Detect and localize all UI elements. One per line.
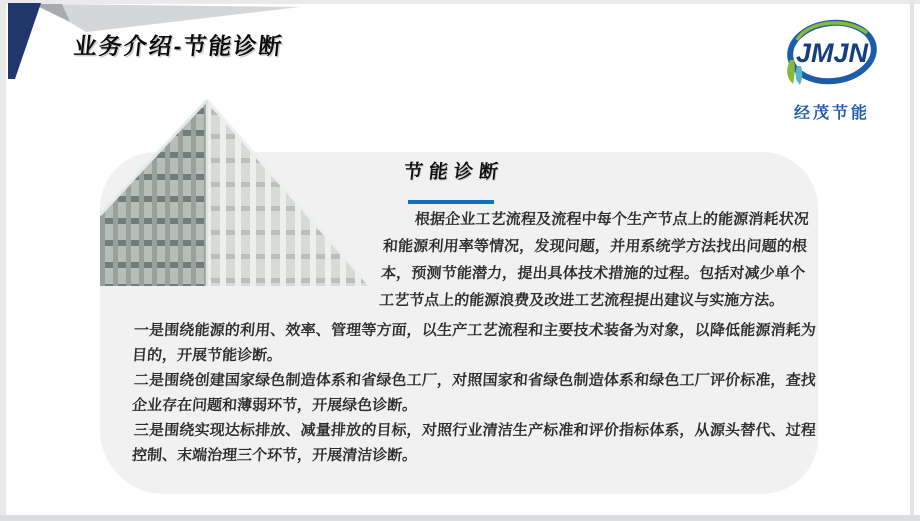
page-title: 业务介绍-节能诊断	[72, 33, 285, 59]
heading-underline	[408, 200, 494, 204]
bullet-energy-diagnosis: 一是围绕能源的利用、效率、管理等方面，以生产工艺流程和主要技术装备为对象，以降低能源消耗为目的，开展节能诊断。	[131, 322, 817, 364]
logo-leaf-green	[787, 60, 795, 84]
canvas-edge-right	[910, 0, 914, 521]
section-paragraph: 根据企业工艺流程及流程中每个生产节点上的能源消耗状况和能源利用率等情况，发现问题，并用系统学方法找出问题的根本，预测节能潜力，提出具体技术措施的过程。包括对减少单个工艺节点上的能源浪费及改进工艺流程提出建议与实施方法。	[378, 211, 810, 309]
logo-emblem-icon	[777, 12, 887, 94]
company-logo	[773, 12, 891, 123]
bullet-clean-diagnosis: 三是围绕实现达标排放、减量排放的目标，对照行业清洁生产标准和评价指标体系，从源头替代、过程控制、末端治理三个环节，开展清洁诊断。	[131, 422, 817, 464]
company-name: 经茂节能	[793, 105, 870, 122]
corner-wedge-navy	[8, 3, 41, 79]
logo-leaf-teal	[796, 66, 803, 85]
building-left-face	[100, 100, 207, 286]
bullet-list	[133, 318, 815, 468]
section-heading: 节能诊断	[402, 162, 505, 183]
building-photo	[100, 95, 376, 286]
canvas-edge-bottom	[0, 515, 920, 521]
bullet-green-diagnosis: 二是围绕创建国家绿色制造体系和省绿色工厂，对照国家和省绿色制造体系和绿色工厂评价标准，查找企业存在问题和薄弱环节，开展绿色诊断。	[131, 372, 817, 414]
logo-monogram: JMJN	[795, 38, 869, 68]
